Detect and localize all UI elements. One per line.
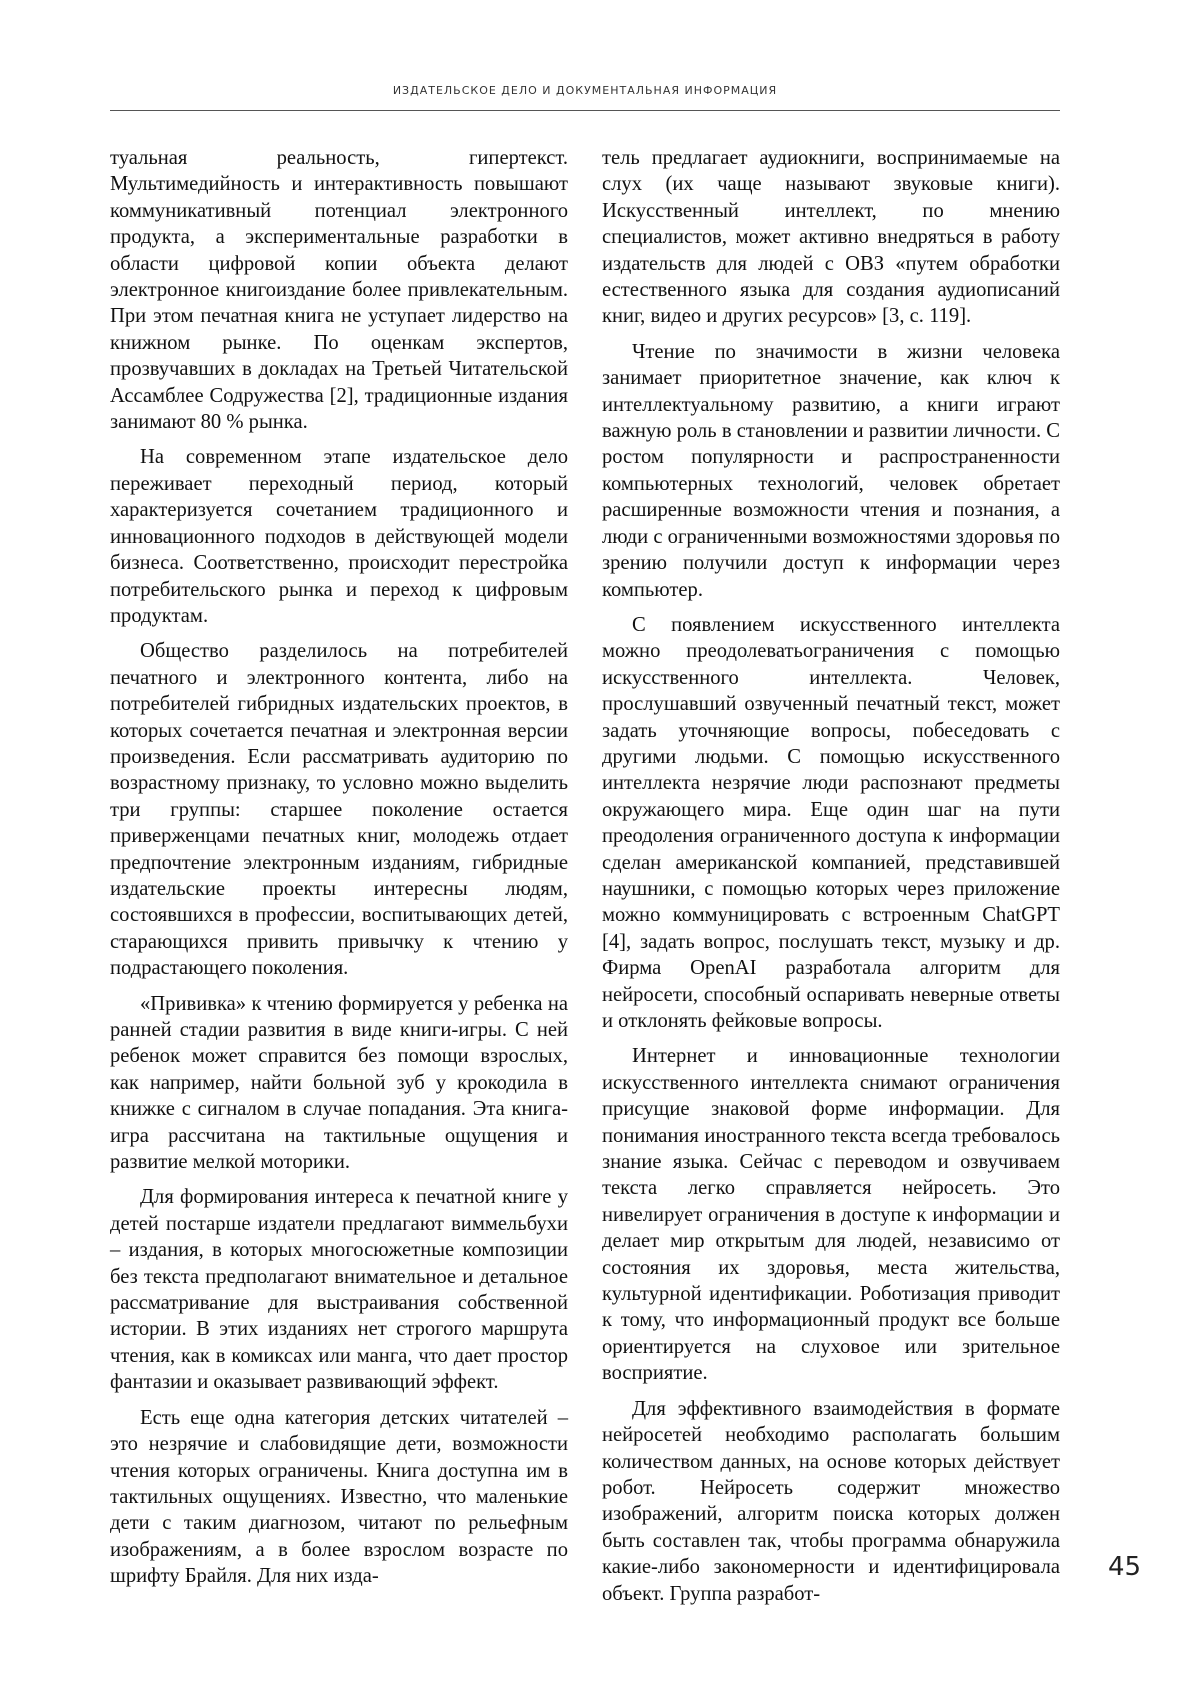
paragraph: Чтение по значимости в жизни человека занимает приоритетное значение, как ключ к интеллектуальному развитию, а книги играют важную роль в становлении и развитии личности. С ростом популярности и распространенности компьютерных технологий, человек обретает расширенные возможности чтения и познания, а люди с ограниченными возможностями здоровья по зрению получили доступ к информации через компьютер.	[602, 340, 1060, 601]
paragraph: Есть еще одна категория детских читателей – это незрячие и слабовидящие дети, возможности чтения которых ограничены. Книга доступна им в тактильных ощущениях. Известно, что маленькие дети с таким диагнозом, читают по рельефным изображениям, а в более взрослом возрасте по шрифту Брайля. Для них изда-	[110, 1406, 568, 1588]
running-header: ИЗДАТЕЛЬСКОЕ ДЕЛО И ДОКУМЕНТАЛЬНАЯ ИНФОРМАЦИЯ	[392, 84, 778, 97]
paragraph: туальная реальность, гипертекст. Мультимедийность и интерактивность повышают коммуникативный потенциал электронного продукта, а экспериментальные разработки в области цифровой копии объекта делают электронное книгоиздание более привлекательным. При этом печатная книга не уступает лидерство на книжном рынке. По оценкам экспертов, прозвучавших в докладах на Третьей Читательской Ассамблее Содружества [2], традиционные издания занимают 80 % рынка.	[110, 147, 568, 434]
paragraph: Интернет и инновационные технологии искусственного интеллекта снимают ограничения присущие знаковой форме информации. Для понимания иностранного текста всегда требовалось знание языка. Сейчас с переводом и озвучиваем текста легко справляется нейросеть. Это нивелирует ограничения в доступе к информации и делает мир открытым для людей, независимо от состояния их здоровья, места жительства, культурной идентификации. Роботизация приводит к тому, что информационный продукт все больше ориентируется на слуховое или зрительное восприятие.	[602, 1045, 1060, 1385]
paragraph: Для формирования интереса к печатной книге у детей постарше издатели предлагают виммельбухи – издания, в которых многосюжетные композиции без текста предполагают внимательное и детальное рассматривание для выстраивания собственной истории. В этих изданиях нет строгого маршрута чтения, как в комиксах или манга, что дает простор фантазии и оказывает развивающий эффект.	[110, 1186, 568, 1394]
paragraph: «Прививка» к чтению формируется у ребенка на ранней стадии развития в виде книги-игры. С ней ребенок может справится без помощи взрослых, как например, найти больной зуб у крокодила в книжке с сигналом в случае попадания. Эта книга-игра рассчитана на тактильные ощущения и развитие мелкой моторики.	[110, 992, 568, 1174]
paragraph: Общество разделилось на потребителей печатного и электронного контента, либо на потребителей гибридных издательских проектов, в которых сочетается печатная и электронная версии произведения. Если рассматривать аудиторию по возрастному признаку, то условно можно выделить три группы: старшее поколение остается приверженцами печатных книг, молодежь отдает предпочтение электронным изданиям, гибридные издательские проекты интересны людям, состоявшихся в профессии, воспитывающих детей, старающихся привить привычку к чтению у подрастающего поколения.	[110, 640, 568, 980]
paragraph: С появлением искусственного интеллекта можно преодолеватьограничения с помощью искусственного интеллекта. Человек, прослушавший озвученный печатный текст, может задать уточняющие вопросы, побеседовать с другими людьми. С помощью искусственного интеллекта незрячие люди распознают предметы окружающего мира. Еще один шаг на пути преодоления ограниченного доступа к информации сделан американской компанией, представившей наушники, с помощью которых через приложение можно коммуницировать с встроенным ChatGPT [4], задать вопрос, послушать текст, музыку и др. Фирма OpenAI разработала алгоритм для нейросети, способный оспаривать неверные ответы и отклонять фейковые вопросы.	[602, 613, 1060, 1032]
page-number: 45	[1108, 1552, 1142, 1582]
paragraph: тель предлагает аудиокниги, воспринимаемые на слух (их чаще называют звуковые книги). Искусственный интеллект, по мнению специалистов, может активно внедряться в работу издательств для людей с ОВЗ «путем обработки естественного языка для создания аудиописаний книг, видео и других ресурсов» [3, с. 119].	[602, 147, 1060, 328]
left-column	[110, 145, 568, 1590]
paragraph: Для эффективного взаимодействия в формате нейросетей необходимо располагать большим количеством данных, на основе которых действует робот. Нейросеть содержит множество изображений, алгоритм поиска которых должен быть составлен так, чтобы программа обнаружила какие-либо закономерности и идентифицировала объект. Группа разработ-	[602, 1397, 1060, 1605]
header-divider	[110, 110, 1060, 111]
paragraph: На современном этапе издательское дело переживает переходный период, который характеризуется сочетанием традиционного и инновационного подходов в действующей модели бизнеса. Соответственно, происходит перестройка потребительского рынка и переход к цифровым продуктам.	[110, 446, 568, 627]
right-column	[602, 145, 1060, 1607]
